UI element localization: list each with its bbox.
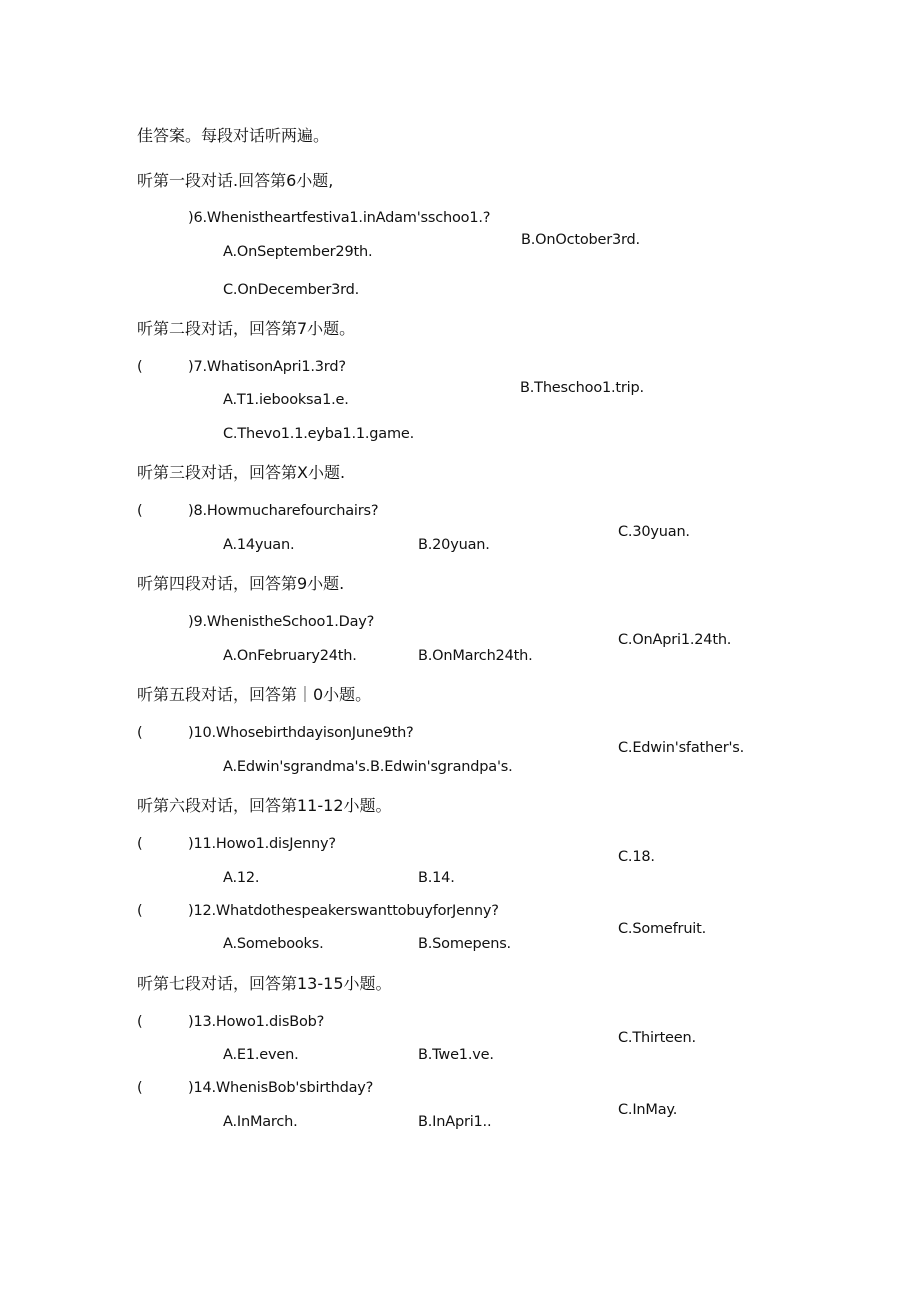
section-heading-7: 听第七段对话，回答第13-15小题。	[137, 974, 392, 993]
question-6-option-c: C.OnDecember3rd.	[223, 282, 360, 298]
question-12-option-b: B.Somepens.	[418, 936, 511, 952]
question-9-option-b: B.OnMarch24th.	[418, 648, 533, 664]
section-heading-2: 听第二段对话，回答第7小题。	[137, 319, 356, 338]
question-12-option-a: A.Somebooks.	[223, 936, 324, 952]
intro-text: 佳答案。每段对话听两遍。	[137, 126, 330, 145]
question-12-paren: (	[137, 903, 143, 919]
question-7-option-a: A.T1.iebooksa1.e.	[223, 392, 349, 408]
section-heading-1: 听第一段对话.回答第6小题,	[137, 171, 334, 190]
section-heading-6: 听第六段对话，回答第11-12小题。	[137, 796, 392, 815]
question-11-text: )11.Howo1.disJenny?	[188, 836, 336, 852]
question-12-text: )12.WhatdothespeakerswanttobuyforJenny?	[188, 903, 499, 919]
question-7-paren: (	[137, 359, 143, 375]
question-9-option-c: C.OnApri1.24th.	[618, 632, 732, 648]
question-12-option-c: C.Somefruit.	[618, 921, 707, 937]
question-10-paren: (	[137, 725, 143, 741]
question-10-option-c: C.Edwin'sfather's.	[618, 740, 745, 756]
question-14-option-c: C.InMay.	[618, 1102, 678, 1118]
question-7-text: )7.WhatisonApri1.3rd?	[188, 359, 346, 375]
question-13-text: )13.Howo1.disBob?	[188, 1014, 325, 1030]
question-13-paren: (	[137, 1014, 143, 1030]
question-14-option-a: A.InMarch.	[223, 1114, 298, 1130]
question-8-paren: (	[137, 503, 143, 519]
question-6-option-a: A.OnSeptember29th.	[223, 244, 373, 260]
question-13-option-b: B.Twe1.ve.	[418, 1047, 494, 1063]
question-11-option-c: C.18.	[618, 849, 655, 865]
question-9-option-a: A.OnFebruary24th.	[223, 648, 357, 664]
question-11-option-b: B.14.	[418, 870, 455, 886]
question-10-text: )10.WhosebirthdayisonJune9th?	[188, 725, 414, 741]
section-heading-5: 听第五段对话，回答第｜0小题。	[137, 685, 372, 704]
section-heading-4: 听第四段对话，回答第9小题.	[137, 574, 345, 593]
question-6-text: )6.Whenistheartfestiva1.inAdam'sschoo1.?	[188, 210, 491, 226]
question-13-option-a: A.E1.even.	[223, 1047, 299, 1063]
question-11-paren: (	[137, 836, 143, 852]
question-6-option-b: B.OnOctober3rd.	[521, 232, 640, 248]
question-8-text: )8.Howmucharefourchairs?	[188, 503, 379, 519]
question-10-option-a-b: A.Edwin'sgrandma's.B.Edwin'sgrandpa's.	[223, 759, 513, 775]
question-14-paren: (	[137, 1080, 143, 1096]
question-11-option-a: A.12.	[223, 870, 260, 886]
question-14-option-b: B.InApri1..	[418, 1114, 492, 1130]
question-8-option-b: B.20yuan.	[418, 537, 490, 553]
question-8-option-a: A.14yuan.	[223, 537, 295, 553]
question-14-text: )14.WhenisBob'sbirthday?	[188, 1080, 374, 1096]
question-9-text: )9.WhenistheSchoo1.Day?	[188, 614, 375, 630]
question-13-option-c: C.Thirteen.	[618, 1030, 696, 1046]
question-7-option-b: B.Theschoo1.trip.	[520, 380, 644, 396]
question-7-option-c: C.Thevo1.1.eyba1.1.game.	[223, 426, 415, 442]
question-8-option-c: C.30yuan.	[618, 524, 690, 540]
section-heading-3: 听第三段对话，回答第X小题.	[137, 463, 346, 482]
